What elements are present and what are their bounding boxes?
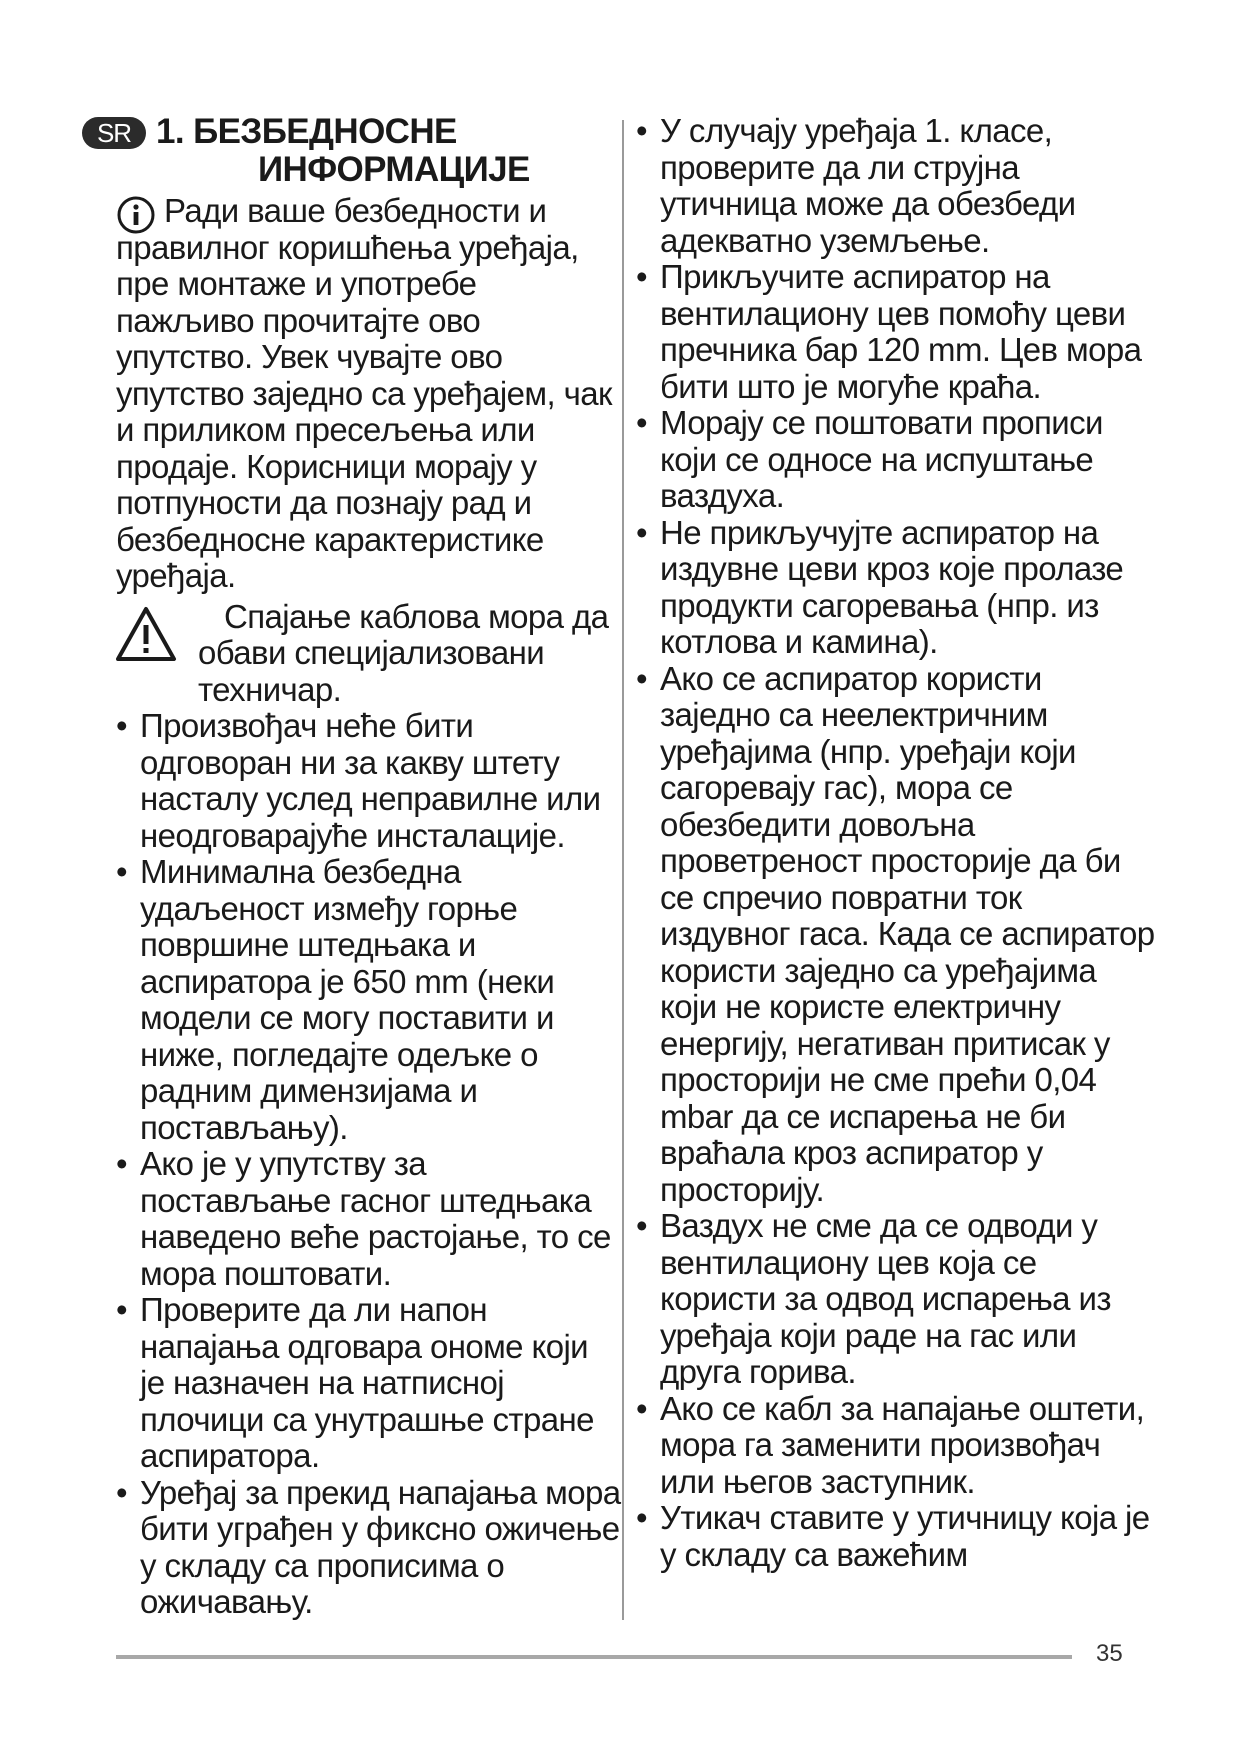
list-item: • Морају се поштовати прописи који се односе на испуштање ваздуха. <box>636 405 1156 515</box>
list-item: • Прикључите аспиратор на вентилациону цев помоћу цеви пречника бар 120 mm. Цев мора бити што је могуће краћа. <box>636 259 1156 405</box>
list-item: • Утикач ставите у утичницу која је у складу са важећим <box>636 1500 1156 1573</box>
warning-note <box>116 599 621 709</box>
list-item: • Минимална безбедна удаљеност између горње површине штедњака и аспиратора је 650 mm (неки модели се могу поставити и ниже, погледајте одељке о радним димензијама и постављању). <box>116 854 621 1146</box>
footer-rule <box>116 1655 1072 1659</box>
list-item: • Уређај за прекид напајања мора бити уграђен у фиксно ожичење у складу са прописима о ожичавању. <box>116 1475 621 1621</box>
list-item: • У случају уређаја 1. класе, проверите да ли струјна утичница може да обезбеди адекватно уземљење. <box>636 113 1156 259</box>
intro-paragraph <box>116 193 621 595</box>
list-item: • Проверите да ли напон напајања одговара ономе који је назначен на натписној плочици са унутрашње стране аспиратора. <box>116 1292 621 1475</box>
list-item: • Ако је у упутству за постављање гасног штедњака наведено веће растојање, то се мора поштовати. <box>116 1146 621 1292</box>
list-item: • Ваздух не сме да се одводи у вентилациону цев која се користи за одвод испарења из уређаја који раде на гас или друга горива. <box>636 1208 1156 1391</box>
section-number: 1. <box>156 112 184 151</box>
right-bullet-list <box>636 113 1156 1573</box>
left-column <box>96 112 621 1621</box>
heading-line-2: ИНФОРМАЦИЈЕ <box>258 150 530 189</box>
list-item: • Не прикључујте аспиратор на издувне цеви кроз које пролазе продукти сагоревања (нпр. из котлова и камина). <box>636 515 1156 661</box>
right-column <box>636 113 1156 1573</box>
list-item: • Произвођач неће бити одговоран ни за какву штету насталу услед неправилне или неодговарајуће инсталације. <box>116 708 621 854</box>
list-item: • Ако се аспиратор користи заједно са неелектричним уређајима (нпр. уређаји који сагоревају гас), мора се обезбедити довољна проветреност просторије да би се спречио повратни ток издувног гаса. Када се аспиратор користи заједно са уређајима који не користе електричну енергију, негативан притисак у просторији не сме прећи 0,04 mbar да се испарења не би враћала кроз аспиратор у просторију. <box>636 661 1156 1209</box>
warning-text-line-1: Спајање каблова мора да <box>224 597 609 635</box>
intro-text: Ради ваше безбедности и правилног коришћења уређаја, пре монтаже и употребе пажљиво прочитајте ово упутство. Увек чувајте ово упутство заједно са уређајем, чак и приликом пресељења или продаје. Корисници морају у потпуности да познају рад и безбедносне карактеристике уређаја. <box>116 192 612 594</box>
language-badge: SR <box>82 117 146 149</box>
list-item: • Ако се кабл за напајање оштети, мора га заменити произвођач или његов заступник. <box>636 1391 1156 1501</box>
column-divider <box>622 120 624 1620</box>
heading-line-1: БЕЗБЕДНОСНЕ <box>193 112 457 151</box>
page-number: 35 <box>1096 1640 1123 1667</box>
info-icon <box>116 195 156 235</box>
warning-text-rest: обави специјализовани техничар. <box>198 634 545 708</box>
warning-triangle-icon <box>114 605 178 663</box>
section-heading <box>96 112 621 189</box>
left-bullet-list <box>116 708 621 1621</box>
